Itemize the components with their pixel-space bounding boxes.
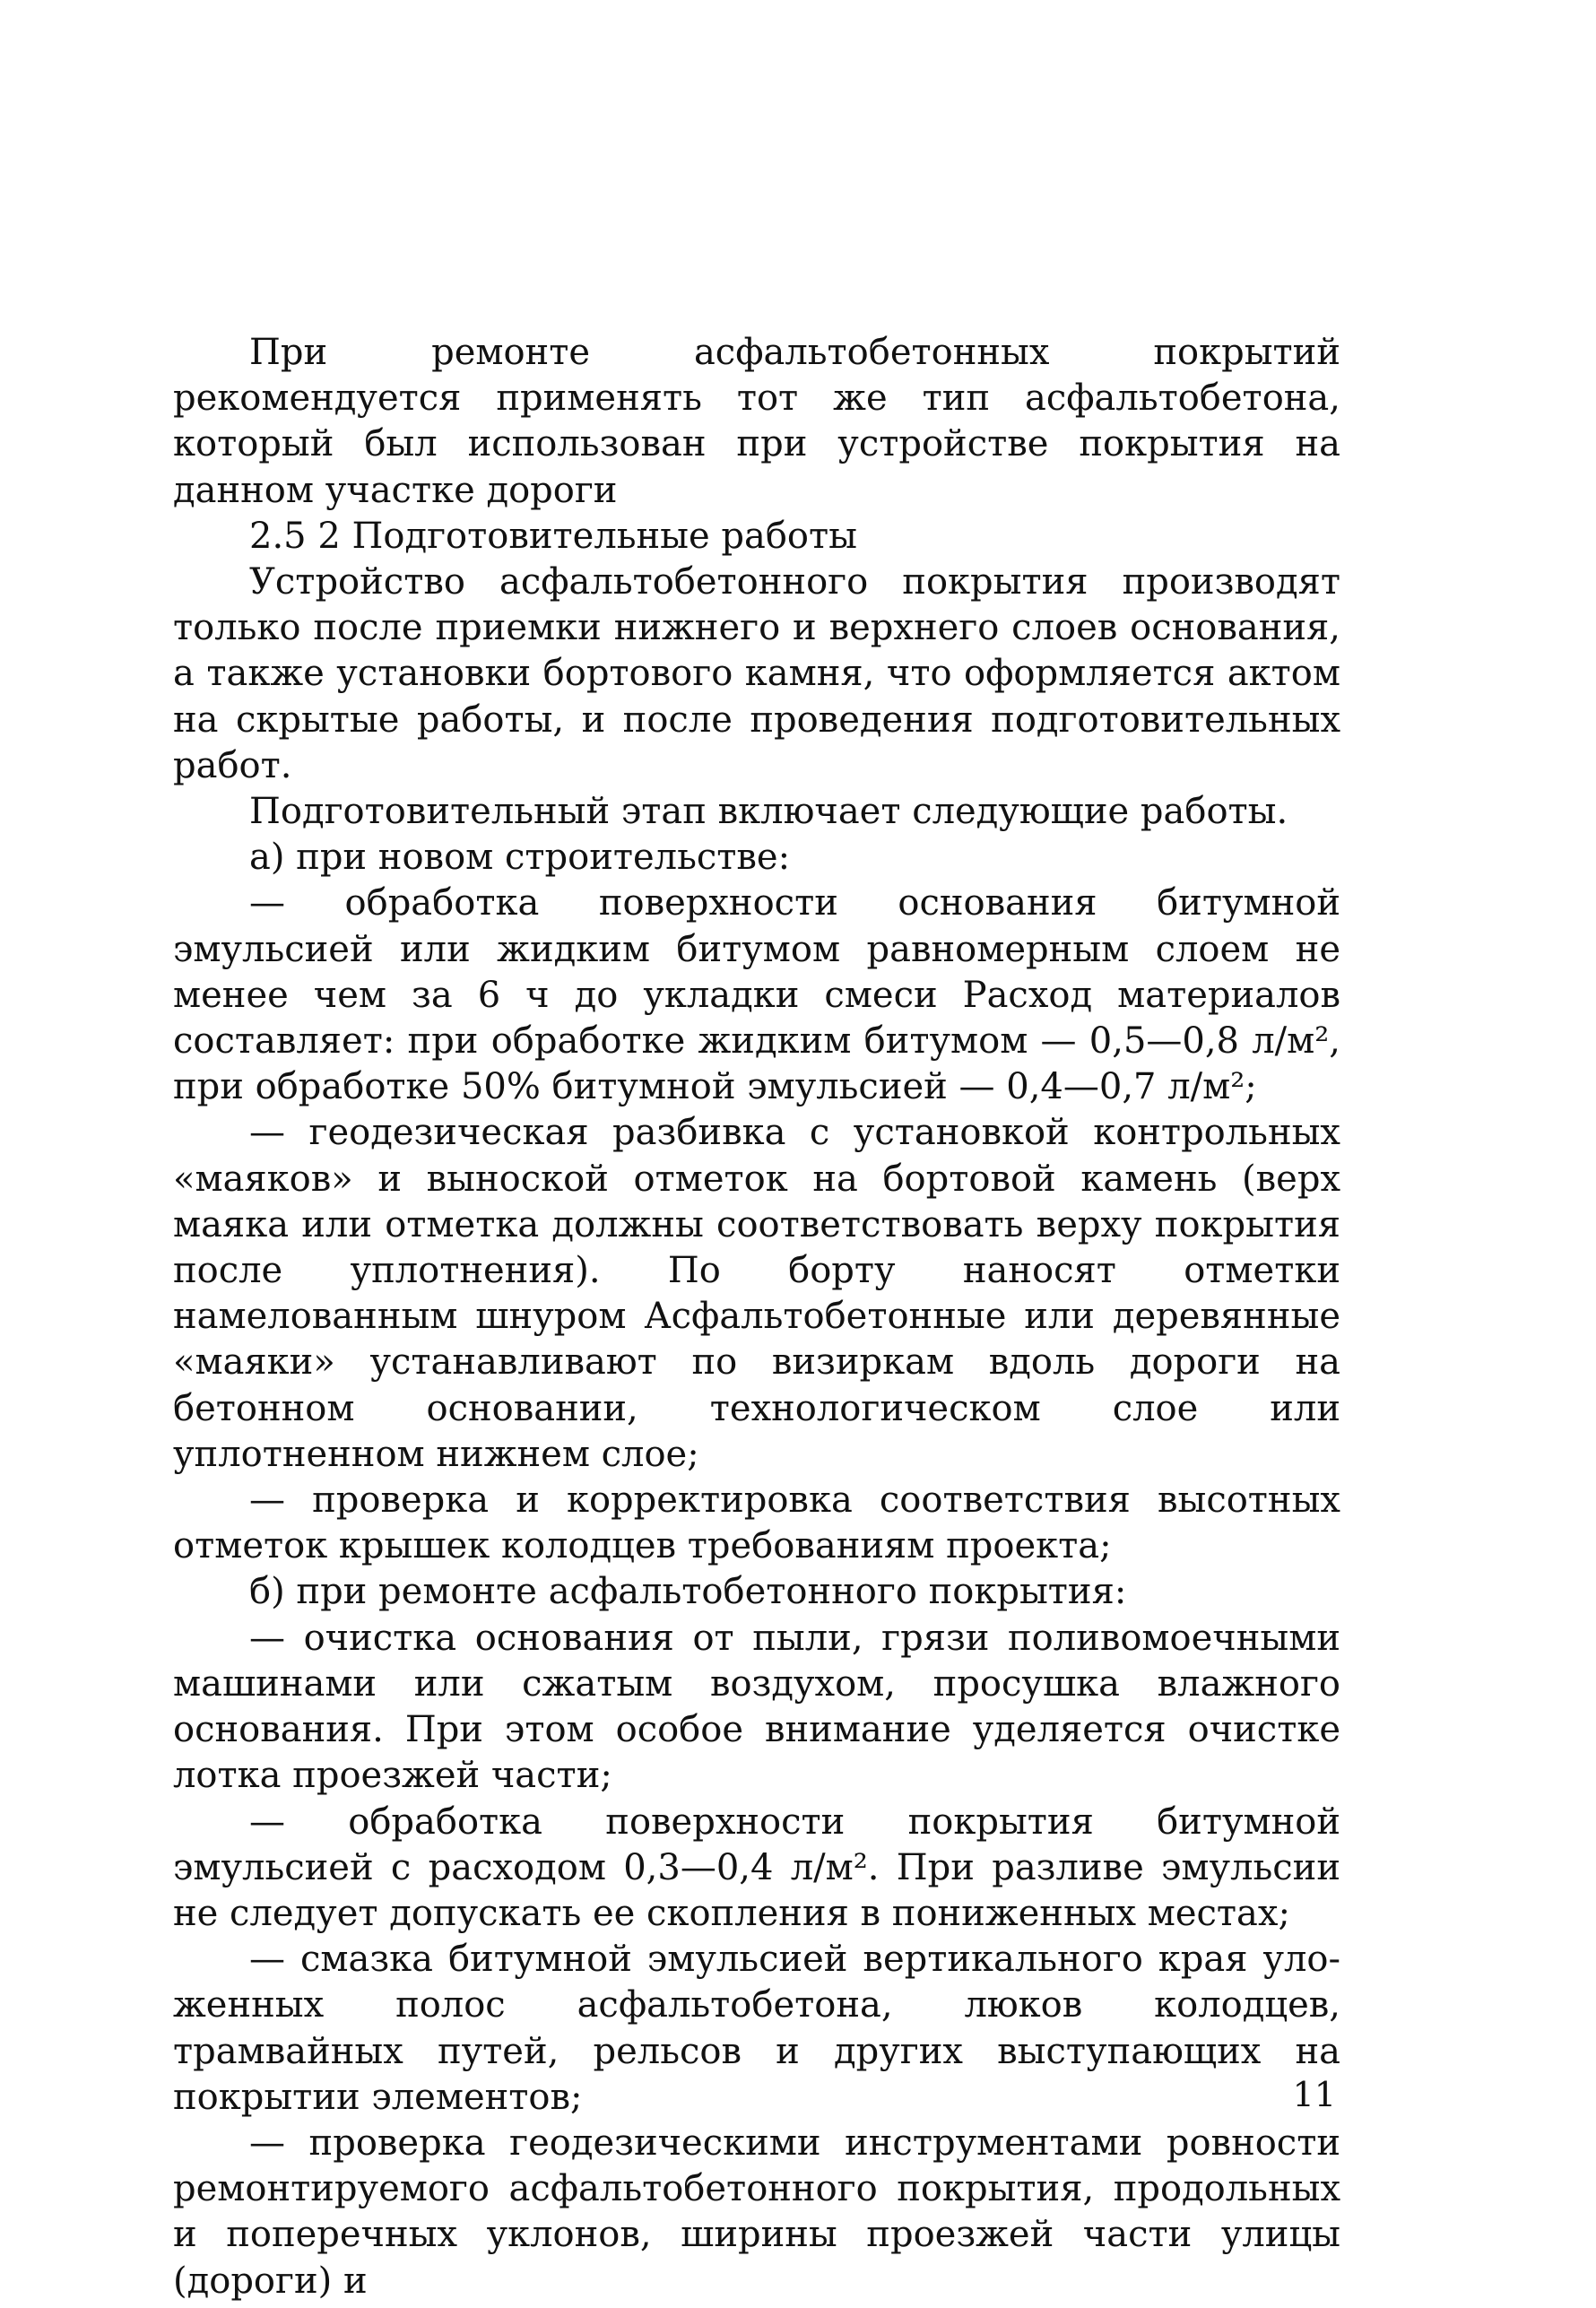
paragraph-surface-installation: Устройство асфальтобетонного покрытия производят только после приемки нижнего и верхнего слоев основания, а также установки бортового камня, что оформляется актом на скрытые работы, и после проведения подготовительных работ. <box>173 561 1340 786</box>
list-item-edge-coating: — смазка битумной эмульсией вертикального края уложенных полос асфальтобетона, люков колодцев, трамвайных путей, рельсов и других выступающих на покрытии элементов; <box>173 1939 1340 2118</box>
list-heading-repair: б) при ремонте асфальтобетонного покрытия: <box>249 1571 1127 1613</box>
list-item-geodetic-layout: — геодезическая разбивка с установкой контрольных «маяков» и выноской отметок на бортовой камень (верх маяка или отметка должны соответствовать верху покрытия после уплотнения). По борту наносят отметки намелованным шнуром Асфальтобетонные или деревянные «маяки» устанавливают по визиркам вдоль дороги на бетонном основании, технологическом слое или уплотненном нижнем слое; <box>173 1112 1340 1475</box>
list-item-base-treatment: — обработка поверхности основания битумной эмульсией или жидким битумом равномерным слоем не менее чем за 6 ч до укладки смеси Расход материалов составляет: при обработке жидким битумом — 0,5—0,8 л/м², при обработке 50% битумной эмульсией — 0,4—0,7 л/м²; <box>173 882 1340 1108</box>
list-heading-new-construction: а) при новом строительстве: <box>249 837 791 879</box>
body-text <box>173 330 1340 2304</box>
list-item-base-cleaning: — очистка основания от пыли, грязи поливомоечными машинами или сжатым воздухом, просушка влажного основания. При этом особое внимание уделяется очистке лотка проезжей части; <box>173 1617 1340 1797</box>
list-item-geodetic-check: — проверка геодезическими инструментами ровности ремонтируемого асфальтобетонного покрытия, продольных и поперечных уклонов, ширины проезжей части улицы (дороги) и <box>173 2121 1340 2302</box>
list-item-manhole-check: — проверка и корректировка соответствия высотных отметок крышек колодцев требованиям проекта; <box>173 1479 1340 1567</box>
list-item-emulsion-treatment: — обработка поверхности покрытия битумной эмульсией с расходом 0,3—0,4 л/м². При разливе эмульсии не следует допускать ее скопления в пониженных местах; <box>173 1800 1340 1934</box>
page-number: 11 <box>1292 2075 1336 2114</box>
paragraph-preparatory-stage: Подготовительный этап включает следующие работы. <box>249 791 1288 833</box>
paragraph-repair-recommendation: При ремонте асфальтобетонных покрытий рекомендуется применять тот же тип асфальтобетона, который был использован при устройстве покрытия на данном участке дороги <box>173 332 1340 511</box>
section-heading-preparatory-works: 2.5 2 Подготовительные работы <box>249 515 857 557</box>
